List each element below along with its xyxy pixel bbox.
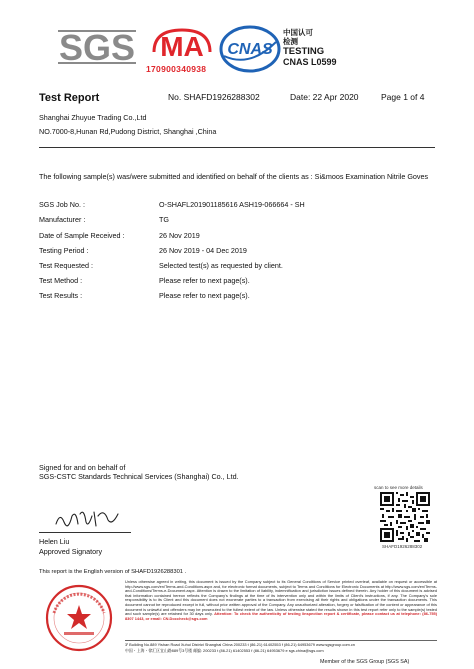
report-title: Test Report (39, 92, 100, 104)
field-label: Testing Period : (39, 246, 89, 255)
cnas-logo (218, 24, 282, 74)
intro-statement: The following sample(s) was/were submitted and identified on behalf of the clients as : Si&moos Examination Nitrile Goves (39, 172, 429, 181)
field-label: Test Results : (39, 291, 83, 300)
sgs-logo (58, 24, 136, 70)
field-label: Manufacturer : (39, 215, 86, 224)
client-name: Shanghai Zhuyue Trading Co.,Ltd (39, 113, 147, 122)
terms-text: Unless otherwise agreed in writing, this document is issued by the Company subject to its General Conditions of Service printed overleaf, available on request or accessible at http://www.sgs.com/en/Terms-and-Conditions.aspx and, for electronic format documents, subject to Terms and Conditions for Electronic Documents at http://www.sgs.com/en/Terms-and-Conditions/Terms-e-Document.aspx. Attention is drawn to the limitation of liability, indemnification and jurisdiction issues defined therein. Any holder of this document is advised that information contained hereon reflects the Company's findings at the time of its intervention only and within the limits of Client's instructions, if any. The Company's sole responsibility is to its Client and this document does not exonerate parties to a transaction from exercising all their rights and obligations under the transaction documents. This document cannot be reproduced except in full, without prior written approval of the Company. Any unauthorized alteration, forgery or falsification of the content or appearance of this document is unlawful and offenders may be prosecuted to the fullest extent of the law. Unless otherwise stated the results shown in this test report refer only to the sample(s) tested and such sample(s) are retained for 30 days only. (125, 579, 437, 617)
cnas-line: CNAS L0599 (283, 57, 337, 67)
field-label: Test Method : (39, 276, 83, 285)
signing-company: SGS-CSTC Standards Technical Services (Shanghai) Co., Ltd. (39, 472, 239, 481)
cnas-line: 检测 (283, 37, 298, 46)
signatory-name: Helen Liu (39, 537, 70, 546)
field-value: 26 Nov 2019 - 04 Dec 2019 (159, 246, 247, 255)
company-seal-stamp (44, 583, 114, 653)
sgs-group-membership: Member of the SGS Group (SGS SA) (320, 659, 410, 665)
field-value: Please refer to next page(s). (159, 276, 250, 285)
field-label: Date of Sample Received : (39, 231, 125, 240)
field-value: Selected test(s) as requested by client. (159, 261, 283, 270)
field-label: Test Requested : (39, 261, 93, 270)
authenticity-attention: Attention: To check the authenticity of testing /inspection report & certificate, please contact us at telephone: (86-755) 8307 1443, or email: CN.Doccheck@sgs.com (125, 611, 438, 621)
divider (39, 147, 435, 148)
ma-certificate-number: 170900340938 (146, 64, 207, 74)
field-value: TG (159, 215, 169, 224)
signatory-role: Approved Signatory (39, 547, 103, 556)
sgs-logo-text: SGS (58, 27, 136, 68)
cnas-logo-text: CNAS (227, 41, 273, 58)
office-address-en: 3ᶠ Building No.889 Yishan Road Xuhui District Shanghai China 200233 t (86-21) 61402553 f (86-21) 64953679 www.sgsgroup.com.cn (125, 642, 355, 647)
qr-report-number: SHAFD1926288302 (382, 544, 423, 549)
signature-line (39, 532, 131, 533)
qr-caption: scan to see more details (374, 485, 423, 490)
ma-logo-text: MA (160, 31, 204, 62)
cnas-accreditation-text (283, 28, 337, 67)
page-number: Page 1 of 4 (381, 92, 425, 102)
office-address-cn: 中国・上海・徐汇区宜山路889号3号楼 邮编: 200233 t (86-21) 61402553 f (86-21) 64953679 e sgs.china@sgs.com (125, 648, 324, 653)
report-date: Date: 22 Apr 2020 (290, 92, 359, 102)
handwritten-signature (52, 502, 122, 532)
field-value: Please refer to next page(s). (159, 291, 250, 300)
report-title-row (39, 92, 439, 106)
field-value: O-SHAFL201901185616 ASH19-066664 - SH (159, 200, 305, 209)
cnas-line: TESTING (283, 46, 325, 57)
field-label: SGS Job No. : (39, 200, 85, 209)
report-number: No. SHAFD1926288302 (168, 92, 260, 102)
qr-code[interactable] (380, 492, 430, 542)
client-address: NO.7000-8,Hunan Rd,Pudong District, Shanghai ,China (39, 127, 217, 136)
field-value: 26 Nov 2019 (159, 231, 200, 240)
terms-fine-print (125, 580, 437, 621)
cnas-line: 中国认可 (283, 28, 313, 37)
signed-on-behalf-line: Signed for and on behalf of (39, 463, 126, 472)
english-version-note: This report is the English version of SHAFD1926288301 . (39, 569, 187, 575)
address-divider (125, 640, 437, 641)
